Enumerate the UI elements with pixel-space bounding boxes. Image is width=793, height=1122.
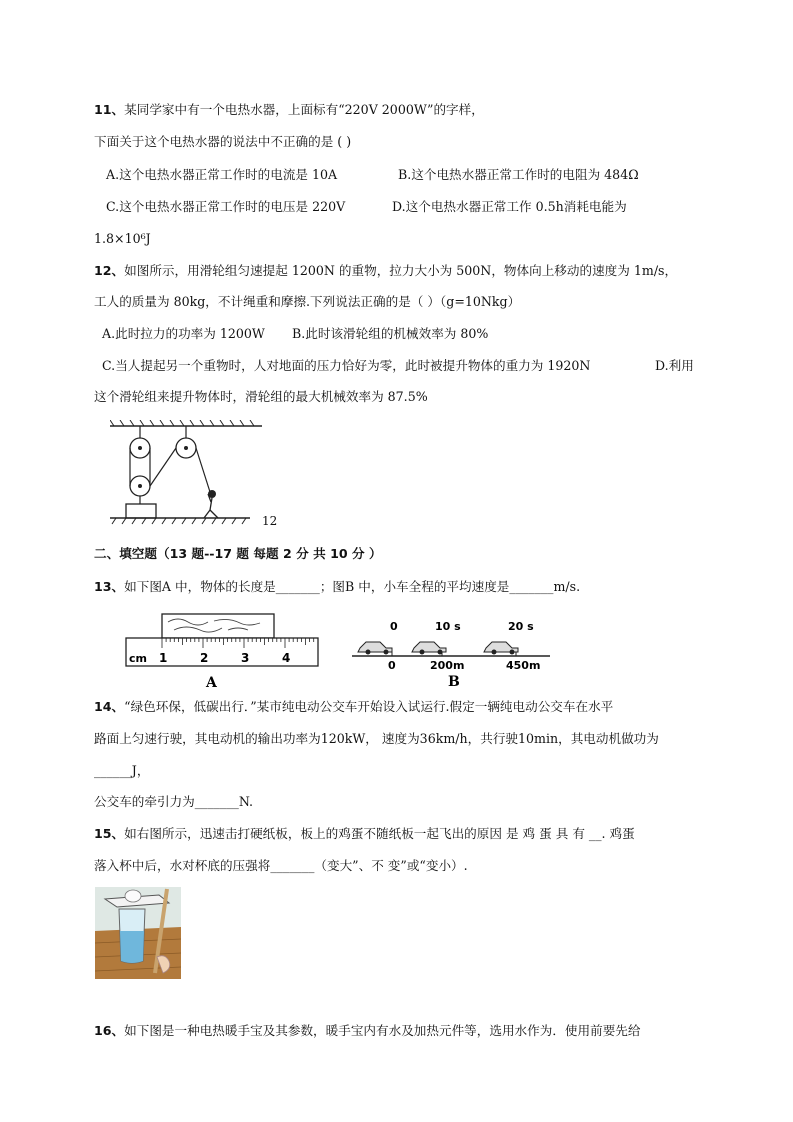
distance-label-200m: 200m bbox=[430, 659, 465, 672]
q11-option-b: B.这个电热水器正常工作时的电阻为 484Ω bbox=[398, 167, 639, 182]
pulley-system-figure bbox=[110, 420, 270, 528]
time-label-0: 0 bbox=[390, 620, 398, 633]
figure-b-label: B bbox=[448, 674, 460, 690]
q15-number: 15、 bbox=[94, 826, 125, 841]
q12-option-d-cont: 这个滑轮组来提升物体时，滑轮组的最大机械效率为 87.5% bbox=[94, 389, 428, 404]
q11-number: 11、 bbox=[94, 102, 125, 117]
q11-stem-line1: 11、某同学家中有一个电热水器，上面标有“220V 2000W”的字样， bbox=[94, 102, 484, 117]
q11-option-a: A.这个电热水器正常工作时的电流是 10A bbox=[106, 167, 338, 182]
ruler-tick-label-4: 4 bbox=[282, 651, 291, 665]
ruler-unit: cm bbox=[129, 652, 147, 665]
q14-stem-line3: ______J， bbox=[94, 763, 150, 778]
q12-option-b: B.此时该滑轮组的机械效率为 80% bbox=[292, 326, 489, 341]
q11-option-d: D.这个电热水器正常工作 0.5h消耗电能为 bbox=[392, 199, 627, 214]
q11-stem-line2: 下面关于这个电热水器的说法中不正确的是 ( ) bbox=[94, 134, 352, 149]
q16-number: 16、 bbox=[94, 1023, 125, 1038]
ruler-tick-label-3: 3 bbox=[241, 651, 250, 665]
car-motion-figure-b bbox=[350, 618, 555, 690]
q13-stem: 13、如下图A 中，物体的长度是_______；图B 中，小车全程的平均速度是_______m/s. bbox=[94, 579, 581, 594]
q11-option-d-cont: 1.8×10⁶J bbox=[94, 231, 151, 246]
q16-stem-line1: 16、如下图是一种电热暖手宝及其参数，暖手宝内有水及加热元件等，选用水作为．使用前要先给 bbox=[94, 1023, 641, 1038]
car-icon bbox=[412, 642, 446, 655]
q12-number: 12、 bbox=[94, 263, 125, 278]
q14-stem-line2: 路面上匀速行驶，其电动机的输出功率为120kW， 速度为36km/h，共行驶10min，其电动机做功为 bbox=[94, 731, 659, 746]
ruler-tick-label-2: 2 bbox=[200, 651, 209, 665]
q14-number: 14、 bbox=[94, 699, 125, 714]
q12-option-a: A.此时拉力的功率为 1200W bbox=[102, 326, 265, 341]
car-icon bbox=[358, 642, 392, 655]
q13-number: 13、 bbox=[94, 579, 125, 594]
ruler-tick-label-1: 1 bbox=[159, 651, 168, 665]
time-label-10s: 10 s bbox=[435, 620, 461, 633]
ruler-figure-a bbox=[124, 612, 324, 690]
q12-stem-line1: 12、如图所示，用滑轮组匀速提起 1200N 的重物，拉力大小为 500N，物体向上移动的速度为 1m/s， bbox=[94, 263, 678, 278]
q15-stem-line2: 落入杯中后，水对杯底的压强将_______（变大”、不 变”或“变小）. bbox=[94, 858, 468, 873]
time-label-20s: 20 s bbox=[508, 620, 534, 633]
car-icon bbox=[484, 642, 518, 655]
q14-stem-line1: 14、“绿色环保，低碳出行．”某市纯电动公交车开始设入试运行.假定一辆纯电动公交车在水平 bbox=[94, 699, 614, 714]
q12-option-c: C.当人提起另一个重物时，人对地面的压力恰好为零，此时被提升物体的重力为 1920N bbox=[102, 358, 591, 373]
section2-title: 二、填空题（13 题--17 题 每题 2 分 共 10 分 ） bbox=[94, 546, 382, 561]
q12-stem-line2: 工人的质量为 80kg，不计绳重和摩擦.下列说法正确的是（ ）（g=10Nkg） bbox=[94, 294, 521, 309]
figure-a-label: A bbox=[206, 675, 217, 690]
distance-label-450m: 450m bbox=[506, 659, 541, 672]
q15-stem-line1: 15、如右图所示，迅速击打硬纸板，板上的鸡蛋不随纸板一起飞出的原因 是 鸡 蛋 具 有 __. 鸡蛋 bbox=[94, 826, 635, 841]
egg-cup-figure bbox=[95, 887, 181, 979]
q12-figure-label: 12 bbox=[262, 514, 278, 528]
q12-option-d: D.利用 bbox=[655, 358, 694, 373]
distance-label-0: 0 bbox=[388, 659, 396, 672]
q11-option-c: C.这个电热水器正常工作时的电压是 220V bbox=[106, 199, 346, 214]
q14-stem-line4: 公交车的牵引力为_______N. bbox=[94, 794, 254, 809]
